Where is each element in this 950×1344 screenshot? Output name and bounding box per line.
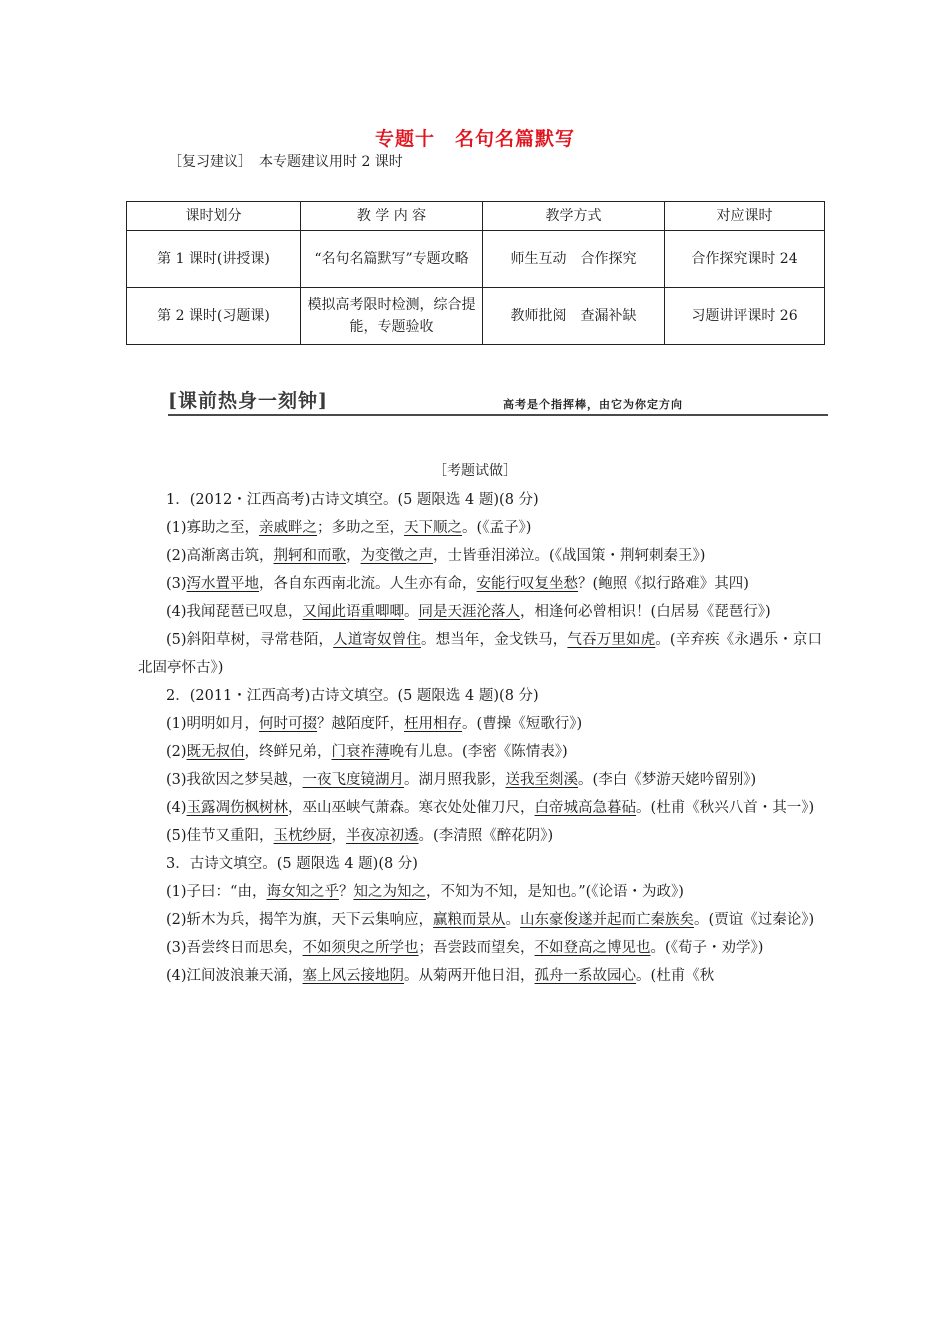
prompt-text: ？(鲍照《拟行路难》其四)	[578, 576, 749, 592]
table-row	[127, 231, 825, 288]
prompt-text: (2)斩木为兵，揭竿为旗，天下云集响应，	[166, 912, 434, 928]
review-note: ［复习建议］ 本专题建议用时 2 课时	[168, 154, 403, 170]
exercise-line	[138, 710, 822, 738]
table-cell: 师生互动 合作探究	[483, 231, 665, 288]
prompt-text: 。(辛弃疾《永遇乐・京口北固亭怀古》)	[138, 632, 823, 676]
banner-slogan: 高考是个指挥棒，由它为你定方向	[503, 398, 683, 411]
answer-text: 山东豪俊遂并起而亡秦族矣	[520, 912, 695, 928]
answer-text: 又闻此语重唧唧	[302, 604, 405, 620]
exercise-line	[138, 514, 822, 542]
exercise-line	[138, 738, 822, 766]
exercise-line	[138, 626, 822, 682]
table-cell: 习题讲评课时 26	[665, 288, 825, 345]
table-header-cell: 课时划分	[127, 202, 301, 231]
exercise-line	[138, 906, 822, 934]
answer-text: 同是天涯沦落人	[418, 604, 521, 620]
exercise-line	[138, 962, 822, 990]
answer-text: 不如登高之博见也	[534, 940, 651, 956]
prompt-text: 。湖月照我影，	[404, 772, 506, 788]
table-header-cell: 对应课时	[665, 202, 825, 231]
table-cell: 教师批阅 查漏补缺	[483, 288, 665, 345]
prompt-text: 3．古诗文填空。(5 题限选 4 题)(8 分)	[166, 856, 418, 872]
answer-text: 孤舟一系故园心	[534, 968, 637, 984]
prompt-text: (5)斜阳草树，寻常巷陌，	[166, 632, 334, 648]
table-header-cell: 教学方式	[483, 202, 665, 231]
prompt-text: ；吾尝跂而望矣，	[418, 940, 535, 956]
answer-text: 诲女知之乎	[266, 884, 339, 900]
prompt-text: 。(《荀子・劝学》)	[650, 940, 764, 956]
answer-text: 枉用相存	[404, 716, 463, 732]
prompt-text: ？	[338, 884, 354, 900]
exercise-line	[138, 794, 822, 822]
section-heading: ［考题试做］	[433, 463, 517, 479]
exercise-content	[138, 486, 822, 990]
prompt-text: (1)子曰：“由，	[166, 884, 267, 900]
prompt-text: (1)明明如月，	[166, 716, 260, 732]
prompt-text: 。	[404, 604, 419, 620]
prompt-text: 。	[505, 912, 521, 928]
exercise-line	[138, 934, 822, 962]
prompt-text: 。(贾谊《过秦论》)	[694, 912, 815, 928]
answer-text: 荆轲和而歌	[273, 548, 347, 564]
prompt-text: ，相逢何必曾相识！(白居易《琵琶行》)	[520, 604, 771, 620]
prompt-text: ，士皆垂泪涕泣。(《战国策・荆轲刺秦王》)	[433, 548, 706, 564]
answer-text: 知之为知之	[353, 884, 426, 900]
prompt-text: ；多助之至，	[317, 520, 405, 536]
answer-text: 不如须臾之所学也	[302, 940, 419, 956]
prompt-text: ，各自东西南北流。人生亦有命，	[259, 576, 477, 592]
prompt-text: 。从菊两开他日泪，	[404, 968, 535, 984]
prompt-text: (3)	[166, 576, 187, 592]
answer-text: 既无叔伯	[186, 744, 245, 760]
answer-text: 半夜凉初透	[346, 828, 419, 844]
prompt-text: 1．(2012・江西高考)古诗文填空。(5 题限选 4 题)(8 分)	[166, 492, 539, 508]
answer-text: 安能行叹复坐愁	[476, 576, 579, 592]
prompt-text: (1)寡助之至，	[166, 520, 260, 536]
answer-text: 气吞万里如虎	[567, 632, 656, 648]
lesson-plan-table	[126, 201, 825, 345]
table-cell: 合作探究课时 24	[665, 231, 825, 288]
answer-text: 人道寄奴曾住	[333, 632, 421, 648]
answer-text: 为变徵之声	[360, 548, 434, 564]
table-cell: 第 1 课时(讲授课)	[127, 231, 301, 288]
answer-text: 送我至剡溪	[505, 772, 579, 788]
table-row	[127, 288, 825, 345]
prompt-text: 。(李清照《醉花阴》)	[418, 828, 554, 844]
table-cell: 第 2 课时(习题课)	[127, 288, 301, 345]
prompt-text: 晚有儿息。(李密《陈情表》)	[389, 744, 568, 760]
table-cell: “名句名篇默写”专题攻略	[301, 231, 483, 288]
prompt-text: ？越陌度阡，	[317, 716, 405, 732]
prompt-text: 。(曹操《短歌行》)	[462, 716, 583, 732]
prompt-text: 2．(2011・江西高考)古诗文填空。(5 题限选 4 题)(8 分)	[166, 688, 539, 704]
answer-text: 天下顺之	[404, 520, 463, 536]
exercise-line	[138, 486, 822, 514]
page-title: 专题十 名句名篇默写	[374, 128, 575, 150]
exercise-line	[138, 682, 822, 710]
prompt-text: (2)高渐离击筑，	[166, 548, 274, 564]
prompt-text: (5)佳节又重阳，	[166, 828, 274, 844]
exercise-line	[138, 542, 822, 570]
answer-text: 白帝城高急暮砧	[534, 800, 637, 816]
answer-text: 何时可掇	[259, 716, 318, 732]
answer-text: 一夜飞度镜湖月	[302, 772, 405, 788]
answer-text: 亲戚畔之	[259, 520, 318, 536]
table-header-cell: 教 学 内 容	[301, 202, 483, 231]
answer-text: 玉枕纱厨	[273, 828, 332, 844]
table-cell: 模拟高考限时检测，综合提能，专题验收	[301, 288, 483, 345]
prompt-text: 。想当年，金戈铁马，	[420, 632, 568, 648]
banner-title: [课前热身一刻钟]	[168, 390, 328, 412]
exercise-line	[138, 822, 822, 850]
prompt-text: (2)	[166, 744, 187, 760]
prompt-text: 。(杜甫《秋兴八首・其一》)	[636, 800, 815, 816]
exercise-line	[138, 598, 822, 626]
prompt-text: ，	[346, 548, 361, 564]
prompt-text: (4)	[166, 800, 187, 816]
prompt-text: (3)吾尝终日而思矣，	[166, 940, 303, 956]
table-header-row	[127, 202, 825, 231]
prompt-text: ，巫山巫峡气萧森。寒衣处处催刀尺，	[288, 800, 535, 816]
prompt-text: 。(《孟子》)	[462, 520, 532, 536]
answer-text: 玉露凋伤枫树林	[186, 800, 289, 816]
prompt-text: (4)我闻琵琶已叹息，	[166, 604, 303, 620]
answer-text: 泻水置平地	[186, 576, 260, 592]
prompt-text: (4)江间波浪兼天涌，	[166, 968, 303, 984]
exercise-line	[138, 878, 822, 906]
prompt-text: ，终鲜兄弟，	[244, 744, 332, 760]
section-banner	[168, 388, 828, 416]
prompt-text: (3)我欲因之梦吴越，	[166, 772, 303, 788]
answer-text: 门衰祚薄	[331, 744, 390, 760]
exercise-line	[138, 570, 822, 598]
answer-text: 赢粮而景从	[433, 912, 506, 928]
exercise-line	[138, 766, 822, 794]
prompt-text: ，不知为不知，是知也。”(《论语・为政》)	[425, 884, 684, 900]
prompt-text: 。(李白《梦游天姥吟留别》)	[578, 772, 757, 788]
prompt-text: ，	[331, 828, 347, 844]
exercise-line	[138, 850, 822, 878]
prompt-text: 。(杜甫《秋	[636, 968, 715, 984]
answer-text: 塞上风云接地阴	[302, 968, 405, 984]
